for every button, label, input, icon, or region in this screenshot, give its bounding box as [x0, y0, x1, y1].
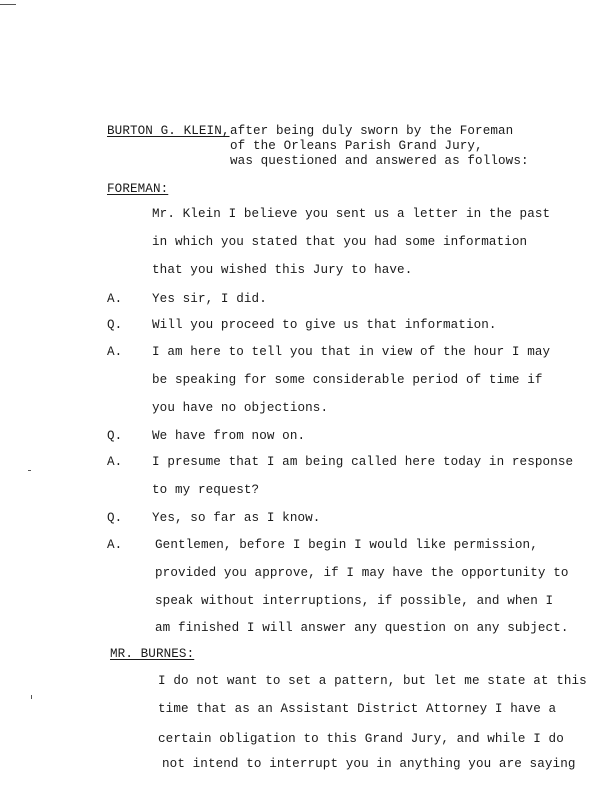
qa-label: Q.	[107, 511, 123, 525]
qa-text-line: We have from now on.	[152, 429, 306, 443]
burnes-text-line: certain obligation to this Grand Jury, and while I do	[158, 732, 564, 746]
qa-label: Q.	[107, 318, 123, 332]
qa-text-line: I am here to tell you that in view of the hour I may	[152, 345, 551, 359]
foreman-label: FOREMAN:	[107, 182, 169, 196]
qa-label: A.	[107, 455, 123, 469]
intro-line-3: was questioned and answered as follows:	[230, 154, 529, 168]
foreman-text-line: that you wished this Jury to have.	[152, 263, 413, 277]
qa-text-line: Yes sir, I did.	[152, 292, 267, 306]
qa-label: A.	[107, 292, 123, 306]
burnes-text-line: I do not want to set a pattern, but let me state at this	[158, 674, 587, 688]
speaker-name: BURTON G. KLEIN,	[107, 124, 230, 138]
scan-mark	[31, 695, 32, 699]
qa-text-line: provided you approve, if I may have the opportunity to	[155, 566, 569, 580]
burnes-text-line: time that as an Assistant District Attorney I have a	[158, 702, 557, 716]
qa-text-line: you have no objections.	[152, 401, 329, 415]
foreman-text-line: Mr. Klein I believe you sent us a letter in the past	[152, 207, 551, 221]
qa-text-line: Gentlemen, before I begin I would like permission,	[155, 538, 538, 552]
qa-label: Q.	[107, 429, 123, 443]
qa-text-line: Yes, so far as I know.	[152, 511, 321, 525]
scan-mark	[0, 4, 16, 5]
burnes-text-line: not intend to interrupt you in anything you are saying	[162, 757, 576, 771]
qa-text-line: I presume that I am being called here today in response	[152, 455, 574, 469]
intro-line-2: of the Orleans Parish Grand Jury,	[230, 139, 483, 153]
qa-text-line: am finished I will answer any question on any subject.	[155, 621, 569, 635]
qa-text-line: to my request?	[152, 483, 260, 497]
qa-label: A.	[107, 345, 123, 359]
qa-text-line: be speaking for some considerable period of time if	[152, 373, 543, 387]
qa-label: A.	[107, 538, 123, 552]
scan-mark	[28, 470, 31, 471]
foreman-text-line: in which you stated that you had some information	[152, 235, 528, 249]
qa-text-line: speak without interruptions, if possible, and when I	[155, 594, 554, 608]
qa-text-line: Will you proceed to give us that information.	[152, 318, 497, 332]
burnes-label: MR. BURNES:	[110, 647, 195, 661]
intro-line-1: after being duly sworn by the Foreman	[230, 124, 514, 138]
